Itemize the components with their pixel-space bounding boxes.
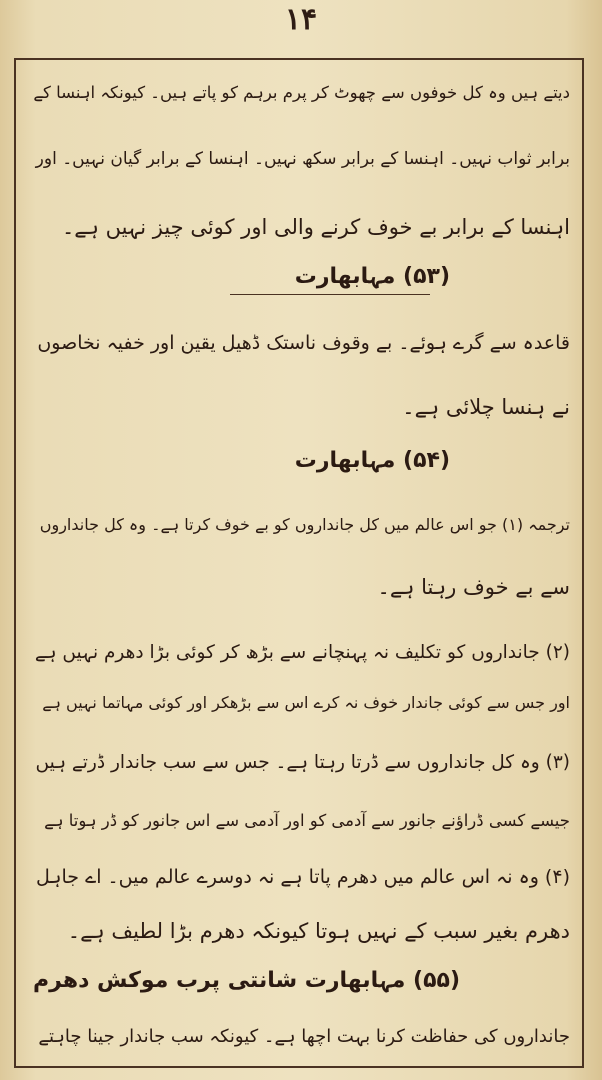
text-line-6: نے ہنسا چلائی ہے۔ <box>402 395 570 419</box>
text-line-2: برابر ثواب نہیں۔ اہنسا کے برابر سکھ نہیں۔ اہنسا کے برابر گیان نہیں۔ اور <box>35 149 570 169</box>
text-line-3: اہنسا کے برابر بے خوف کرنے والی اور کوئی چیز نہیں ہے۔ <box>62 215 570 239</box>
text-line-8: ترجمہ (۱) جو اس عالم میں کل جانداروں کو بے خوف کرتا ہے۔ وہ کل جانداروں <box>39 515 570 534</box>
text-line-17: جانداروں کی حفاظت کرنا بہت اچھا ہے۔ کیونکہ سب جاندار جینا چاہتے <box>38 1026 570 1047</box>
section-heading-53: (۵۳) مہابھارت <box>294 264 450 289</box>
text-line-5: قاعدہ سے گرے ہوئے۔ بے وقوف ناستک ڈھیل یقین اور خفیہ نخاصوں <box>37 332 570 354</box>
text-line-10: (۲) جانداروں کو تکلیف نہ پہنچانے سے بڑھ کر کوئی بڑا دھرم نہیں ہے <box>34 642 570 663</box>
text-line-9: سے بے خوف رہتا ہے۔ <box>377 575 570 599</box>
section-heading-underline <box>230 294 430 295</box>
text-line-13: جیسے کسی ڈراؤنے جانور سے آدمی کو اور آدمی سے اس جانور کو ڈر ہوتا ہے <box>44 811 570 830</box>
text-line-12: (۳) وہ کل جانداروں سے ڈرتا رہتا ہے۔ جس سے سب جاندار ڈرتے ہیں <box>35 752 570 773</box>
text-line-14: (۴) وہ نہ اس عالم میں دھرم پاتا ہے نہ دوسرے عالم میں۔ اے جاہل <box>35 866 570 888</box>
section-heading-55: (۵۵) مہابھارت شانتی پرب موکش دھرم <box>33 968 460 993</box>
text-line-15: دھرم بغیر سبب کے نہیں ہوتا کیونکہ دھرم بڑا لطیف ہے۔ <box>67 919 570 943</box>
text-line-11: اور جس سے کوئی جاندار خوف نہ کرے اس سے بڑھکر اور کوئی مہاتما نہیں ہے <box>42 693 570 712</box>
section-heading-54: (۵۴) مہابھارت <box>294 448 450 473</box>
text-line-1: دیتے ہیں وہ کل خوفوں سے چھوٹ کر پرم برہم کو پاتے ہیں۔ کیونکہ اہنسا کے <box>33 83 570 102</box>
page-number: ۱۴ <box>284 2 318 37</box>
